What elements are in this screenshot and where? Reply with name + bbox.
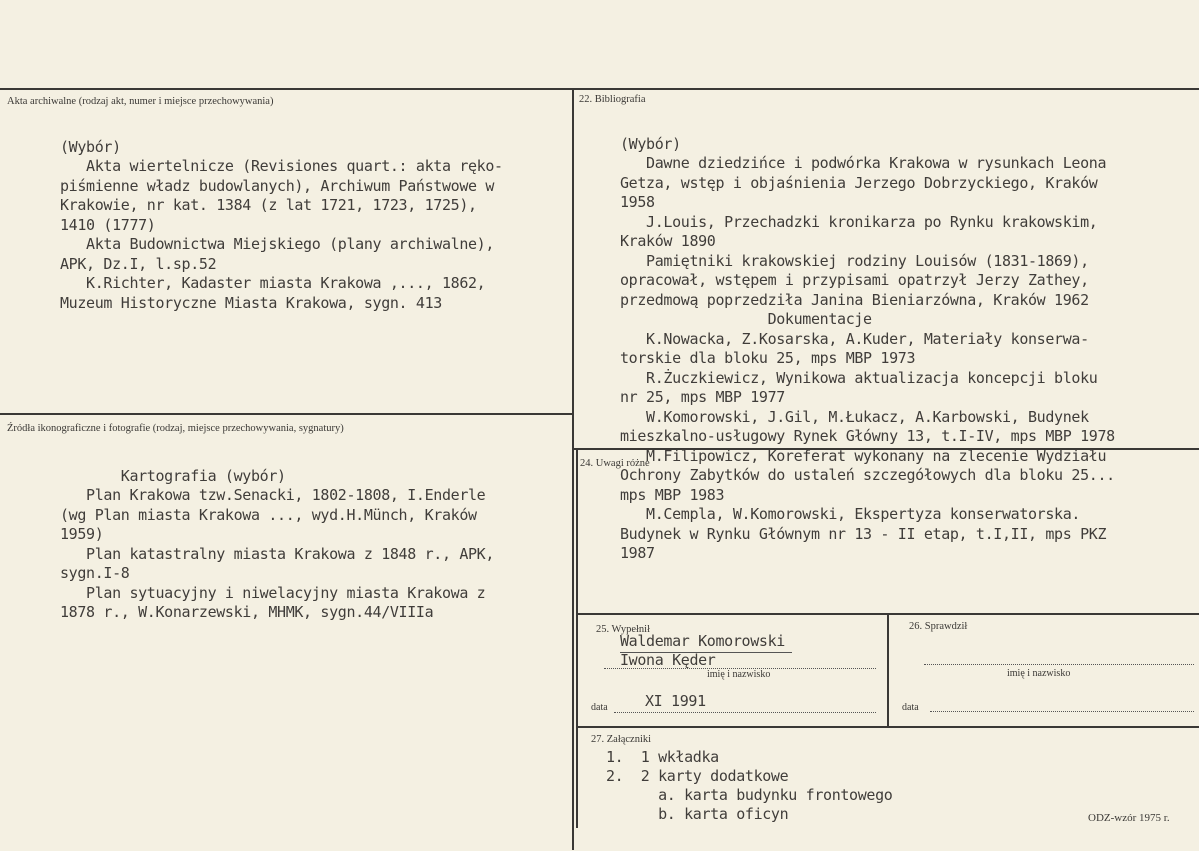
left-middle-rule	[0, 413, 572, 415]
uwagi-header: 24. Uwagi różne	[580, 458, 650, 469]
sprawdzil-caption: imię i nazwisko	[1007, 668, 1071, 679]
sprawdzil-date-line	[930, 711, 1194, 712]
sprawdzil-date-label: data	[902, 702, 919, 713]
sprawdzil-name-line	[924, 664, 1194, 665]
akta-line: Muzeum Historyczne Miasta Krakowa, sygn. 413	[60, 293, 442, 312]
center-vertical-rule	[572, 88, 574, 850]
zrodla-line: Plan sytuacyjny i niwelacyjny miasta Krakowa z	[60, 583, 486, 602]
zrodla-text	[60, 447, 494, 623]
zalaczniki-text	[606, 729, 892, 824]
akta-line: Akta Budownictwa Miejskiego (plany archiwalne),	[60, 235, 495, 253]
zalacznik-item: a. karta budynku frontowego	[606, 786, 893, 804]
zrodla-line: 1878 r., W.Konarzewski, MHMK, sygn.44/VIIIa	[60, 603, 434, 621]
biblio-line: mieszkalno-usługowy Rynek Główny 13, t.I-IV, mps MBP 1978	[620, 427, 1115, 445]
wypelnil-caption: imię i nazwisko	[707, 669, 771, 680]
zalaczniki-header: 27. Załączniki	[591, 734, 652, 745]
akta-archiwalne-text	[60, 118, 503, 313]
zrodla-line: 1959)	[60, 525, 104, 543]
akta-line: K.Richter, Kadaster miasta Krakowa ,..., 1862,	[60, 274, 486, 292]
biblio-line: Dokumentacje	[620, 310, 872, 328]
biblio-line: 1958	[620, 193, 655, 211]
wypelnil-header: 25. Wypełnił	[596, 624, 651, 635]
zrodla-line: Plan Krakowa tzw.Senacki, 1802-1808, I.Enderle	[60, 486, 486, 504]
signature-box-divider	[887, 613, 889, 726]
wypelnil-date-label: data	[591, 702, 608, 713]
akta-line: Akta wiertelnicze (Revisiones quart.: akta ręko-	[60, 157, 503, 175]
biblio-line: nr 25, mps MBP 1977	[620, 388, 785, 406]
zrodla-line: Kartografia (wybór)	[60, 466, 286, 485]
biblio-line: 1987	[620, 544, 655, 562]
akta-archiwalne-header: Akta archiwalne (rodzaj akt, numer i miejsce przechowywania)	[7, 96, 274, 107]
biblio-line: Budynek w Rynku Głównym nr 13 - II etap, t.I,II, mps PKZ	[620, 524, 1107, 543]
wypelnil-date-line	[614, 712, 876, 713]
zrodla-line: Plan katastralny miasta Krakowa z 1848 r., APK,	[60, 544, 495, 563]
biblio-line: (Wybór)	[620, 134, 681, 153]
zalacznik-item: 2. 2 karty dodatkowe	[606, 767, 789, 785]
zrodla-line: sygn.I-8	[60, 564, 130, 582]
top-horizontal-rule	[0, 88, 1199, 90]
bibliografia-header: 22. Bibliografia	[579, 94, 646, 105]
biblio-line: Getza, wstęp i objaśnienia Jerzego Dobrzyckiego, Kraków	[620, 173, 1098, 192]
biblio-line: opracował, wstępem i przypisami opatrzył Jerzy Zathey,	[620, 271, 1089, 289]
akta-line: 1410 (1777)	[60, 215, 156, 234]
biblio-line: Dawne dziedzińce i podwórka Krakowa w rysunkach Leona	[620, 154, 1107, 172]
akta-line: APK, Dz.I, l.sp.52	[60, 254, 217, 273]
form-code-footer: ODZ-wzór 1975 r.	[1088, 812, 1170, 824]
wypelnil-name-underline-1	[620, 652, 792, 653]
akta-line: (Wybór)	[60, 137, 121, 156]
biblio-line: Ochrony Zabytków do ustaleń szczegółowych dla bloku 25...	[620, 466, 1115, 484]
left-inner-vertical-rule	[576, 448, 578, 828]
akta-line: Krakowie, nr kat. 1384 (z lat 1721, 1723, 1725),	[60, 196, 477, 214]
biblio-line: mps MBP 1983	[620, 485, 725, 504]
biblio-line: przedmową poprzedziła Janina Bieniarzówna, Kraków 1962	[620, 290, 1089, 309]
biblio-line: W.Komorowski, J.Gil, M.Łukacz, A.Karbowski, Budynek	[620, 407, 1089, 426]
signature-box-bottom-rule	[576, 726, 1199, 728]
bibliografia-text	[620, 115, 1115, 564]
biblio-line: torskie dla bloku 25, mps MBP 1973	[620, 349, 916, 367]
biblio-line: Pamiętniki krakowskiej rodziny Louisów (1831-1869),	[620, 251, 1089, 270]
biblio-line: K.Nowacka, Z.Kosarska, A.Kuder, Materiały konserwa-	[620, 329, 1089, 348]
biblio-line: M.Filipowicz, Koreferat wykonany na zlecenie Wydziału	[620, 446, 1107, 465]
akta-line: piśmienne władz budowlanych), Archiwum Państwowe w	[60, 176, 495, 195]
sprawdzil-header: 26. Sprawdził	[909, 621, 968, 632]
biblio-line: M.Cempla, W.Komorowski, Ekspertyza konserwatorska.	[620, 505, 1081, 523]
biblio-line: J.Louis, Przechadzki kronikarza po Rynku krakowskim,	[620, 212, 1098, 231]
zrodla-header: Źródła ikonograficzne i fotografie (rodzaj, miejsce przechowywania, sygnatury)	[7, 423, 344, 434]
zrodla-line: (wg Plan miasta Krakowa ..., wyd.H.Münch, Kraków	[60, 505, 477, 524]
wypelnil-date-value: XI 1991	[645, 692, 706, 710]
zalacznik-item: b. karta oficyn	[606, 805, 789, 823]
biblio-line: R.Żuczkiewicz, Wynikowa aktualizacja koncepcji bloku	[620, 368, 1098, 387]
biblio-line: Kraków 1890	[620, 232, 716, 250]
wypelnil-name-1: Waldemar Komorowski	[620, 632, 785, 650]
wypelnil-name-2: Iwona Kęder	[620, 651, 716, 669]
zalacznik-item: 1. 1 wkładka	[606, 748, 719, 766]
